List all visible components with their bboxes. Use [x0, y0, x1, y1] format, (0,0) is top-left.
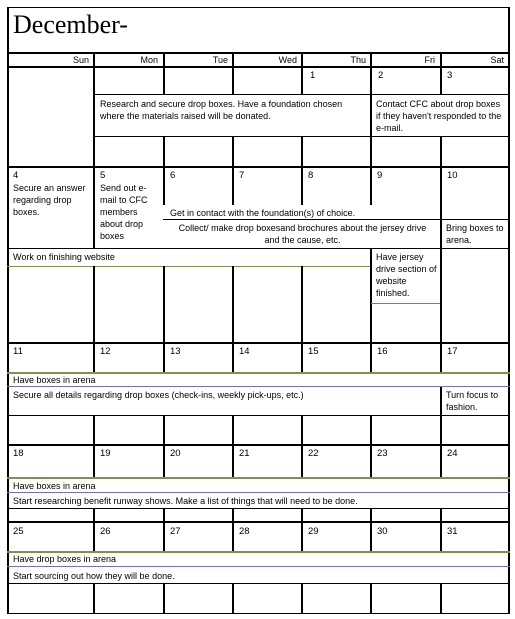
event-finish-website: Work on finishing website — [13, 252, 115, 262]
grid-line — [93, 508, 95, 521]
grid-line — [370, 67, 372, 166]
date-30: 30 — [377, 526, 388, 537]
grid-line — [440, 508, 442, 521]
event-rule — [7, 266, 371, 267]
week-rule — [7, 444, 510, 446]
date-15: 15 — [308, 346, 319, 357]
grid-line — [163, 583, 165, 614]
grid-line — [232, 136, 234, 166]
grid-line — [163, 343, 165, 373]
grid-line — [232, 266, 234, 343]
date-1: 1 — [310, 70, 316, 81]
event-secure-details: Secure all details regarding drop boxes (check-ins, weekly pick-ups, etc.) — [13, 390, 304, 400]
event-boxes-in-arena: Have boxes in arena — [13, 375, 96, 385]
day-header-fri: Fri — [424, 55, 435, 65]
event-contact-foundation: Get in contact with the foundation(s) of choice. — [170, 208, 356, 218]
week-rule — [7, 166, 510, 168]
grid-line — [440, 415, 442, 444]
date-16: 16 — [377, 346, 388, 357]
grid-line — [370, 522, 372, 552]
grid-line — [93, 445, 95, 477]
date-29: 29 — [308, 526, 319, 537]
grid-line — [370, 343, 372, 373]
week-rule — [7, 521, 510, 523]
event-rule — [371, 303, 440, 304]
event-bring-boxes: Bring boxes to arena. — [446, 223, 504, 245]
date-3: 3 — [447, 70, 453, 81]
grid-line — [370, 583, 372, 614]
date-2: 2 — [378, 70, 384, 81]
grid-line — [440, 67, 442, 94]
grid-line — [440, 445, 442, 477]
date-21: 21 — [239, 448, 250, 459]
grid-line — [93, 522, 95, 552]
day-header-sat: Sat — [490, 55, 504, 65]
dayname-rule — [7, 66, 510, 68]
grid-line — [370, 167, 372, 205]
grid-line — [163, 167, 165, 205]
grid-line — [370, 415, 372, 444]
grid-line — [301, 415, 303, 444]
grid-line — [301, 508, 303, 521]
event-rule — [7, 566, 510, 567]
event-contact-cfc: Contact CFC about drop boxes if they haven't responded to the e-mail. — [376, 99, 502, 133]
date-26: 26 — [100, 526, 111, 537]
grid-line — [7, 415, 510, 416]
grid-line — [7, 583, 510, 584]
grid-line — [7, 508, 510, 509]
header-divider — [370, 53, 372, 67]
week-rule — [7, 342, 510, 344]
grid-line — [232, 343, 234, 373]
date-12: 12 — [100, 346, 111, 357]
event-boxes-in-arena: Have boxes in arena — [13, 481, 96, 491]
grid-line — [301, 522, 303, 552]
grid-line — [301, 445, 303, 477]
grid-line — [440, 387, 442, 415]
header-divider — [440, 53, 442, 67]
grid-line — [163, 67, 165, 94]
grid-line — [93, 343, 95, 373]
grid-line — [163, 415, 165, 444]
grid-line — [163, 508, 165, 521]
grid-line — [93, 415, 95, 444]
header-divider — [232, 53, 234, 67]
grid-line — [301, 136, 303, 166]
date-19: 19 — [100, 448, 111, 459]
frame-top — [7, 7, 510, 8]
grid-line — [232, 522, 234, 552]
date-24: 24 — [447, 448, 458, 459]
date-7: 7 — [239, 170, 245, 181]
event-collect-boxes: Collect/ make drop boxesand brochures about the jersey drive and the cause, etc. — [178, 223, 427, 245]
date-31: 31 — [447, 526, 458, 537]
day-header-mon: Mon — [140, 55, 158, 65]
date-22: 22 — [308, 448, 319, 459]
grid-line — [93, 94, 509, 95]
date-4: 4 — [13, 170, 19, 181]
event-research-runway: Start researching benefit runway shows. Make a list of things that will need to be done. — [13, 496, 358, 506]
grid-line — [301, 583, 303, 614]
grid-line — [163, 136, 165, 166]
grid-line — [440, 136, 442, 166]
grid-line — [163, 219, 509, 220]
grid-line — [301, 167, 303, 205]
header-divider — [301, 53, 303, 67]
day-header-thu: Thu — [350, 55, 366, 65]
title-rule — [7, 52, 510, 54]
grid-line — [301, 266, 303, 343]
date-25: 25 — [13, 526, 24, 537]
grid-line — [440, 167, 442, 249]
grid-line — [93, 67, 95, 166]
grid-line — [93, 583, 95, 614]
header-divider — [163, 53, 165, 67]
date-10: 10 — [447, 170, 458, 181]
grid-line — [232, 508, 234, 521]
event-rule — [7, 386, 510, 387]
grid-line — [232, 415, 234, 444]
date-17: 17 — [447, 346, 458, 357]
grid-line — [440, 343, 442, 373]
date-9: 9 — [377, 170, 383, 181]
grid-line — [370, 445, 372, 477]
grid-line — [440, 583, 442, 614]
grid-line — [93, 167, 95, 249]
grid-line — [232, 583, 234, 614]
date-18: 18 — [13, 448, 24, 459]
grid-line — [163, 522, 165, 552]
event-research-drop-boxes: Research and secure drop boxes. Have a foundation chosen where the materials raised will be donated. — [100, 99, 343, 121]
grid-line — [301, 343, 303, 373]
grid-line — [163, 266, 165, 343]
day-header-sun: Sun — [72, 55, 89, 65]
grid-line — [370, 248, 372, 343]
grid-line — [301, 67, 303, 94]
event-turn-focus-fashion: Turn focus to fashion. — [446, 390, 499, 412]
frame-bottom — [7, 613, 510, 614]
day-header-wed: Wed — [278, 55, 297, 65]
date-27: 27 — [170, 526, 181, 537]
date-8: 8 — [308, 170, 314, 181]
month-title: December- — [13, 10, 128, 39]
grid-line — [440, 248, 442, 343]
event-start-sourcing: Start sourcing out how they will be done. — [13, 571, 175, 581]
date-20: 20 — [170, 448, 181, 459]
event-rule — [7, 492, 510, 493]
grid-line — [370, 508, 372, 521]
day-header-tue: Tue — [212, 55, 228, 65]
grid-line — [232, 445, 234, 477]
grid-line — [232, 67, 234, 94]
date-23: 23 — [377, 448, 388, 459]
event-rule — [7, 477, 510, 479]
event-jersey-section: Have jersey drive section of website finished. — [376, 252, 437, 298]
grid-line — [93, 266, 95, 343]
date-5: 5 — [100, 170, 106, 181]
date-14: 14 — [239, 346, 250, 357]
date-6: 6 — [170, 170, 176, 181]
event-drop-boxes-in-arena: Have drop boxes in arena — [13, 554, 117, 564]
grid-line — [440, 522, 442, 552]
grid-line — [7, 248, 510, 249]
event-secure-answer: Secure an answer regarding drop boxes. — [13, 183, 86, 217]
date-11: 11 — [13, 346, 23, 357]
grid-line — [163, 445, 165, 477]
date-13: 13 — [170, 346, 181, 357]
grid-line — [232, 167, 234, 205]
header-divider — [93, 53, 95, 67]
event-send-email: Send out e-mail to CFC members about drop boxes — [100, 183, 148, 241]
date-28: 28 — [239, 526, 250, 537]
